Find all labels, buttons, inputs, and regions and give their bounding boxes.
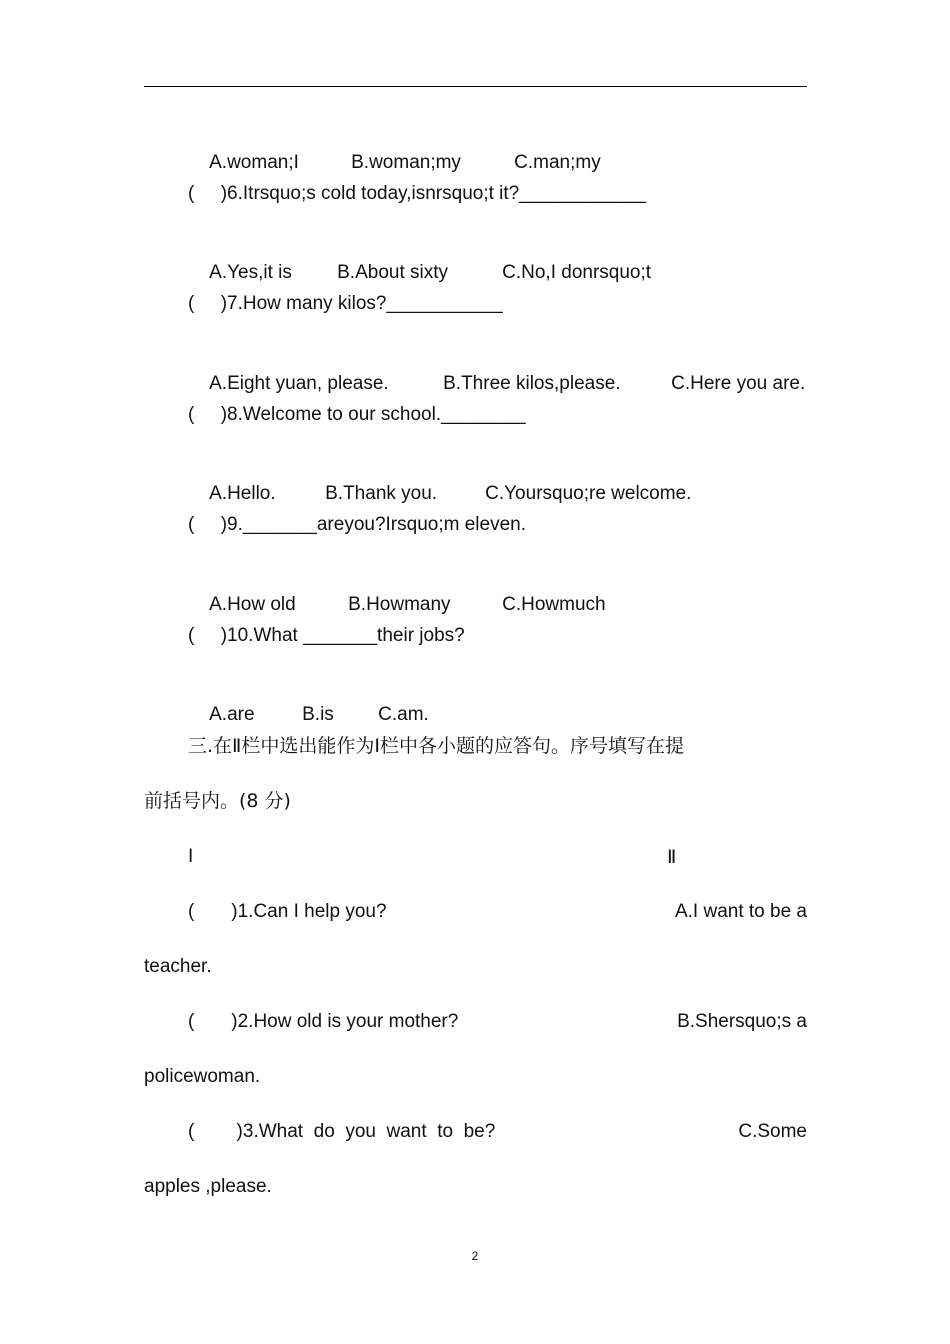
match-answer-2-end: policewoman. (144, 1066, 261, 1087)
q5-option-b: B.woman;my (351, 152, 461, 173)
q10-option-b: B.is (302, 704, 334, 725)
match-answer-3-start: C.Some (738, 1121, 807, 1142)
q5-option-c: C.man;my (514, 152, 601, 173)
q6-option-c: C.No,I donrsquo;t (502, 262, 652, 283)
q6-prompt: ( )6.Itrsquo;s cold today,isnrsquo;t it?____________ (188, 183, 647, 204)
page-number: 2 (471, 1249, 479, 1263)
match-answer-3-end: apples ,please. (144, 1176, 272, 1197)
q6-option-b: B.About sixty (337, 262, 449, 283)
section3-heading-line2: 前括号内。(8 分) (144, 790, 291, 812)
q9-prompt: ( )9._______areyou?Irsquo;m eleven. (188, 514, 526, 535)
q10-option-a: A.are (209, 704, 255, 725)
q7-option-a: A.Eight yuan, please. (209, 373, 389, 394)
match-answer-2-start: B.Shersquo;s a (677, 1011, 807, 1032)
q9-option-c: C.Howmuch (502, 594, 606, 615)
q10-prompt: ( )10.What _______their jobs? (188, 625, 465, 646)
match-answer-1-end: teacher. (144, 956, 212, 977)
match-question-1: ( )1.Can I help you? (188, 901, 387, 922)
section3-heading-line1: 三.在Ⅱ栏中选出能作为Ⅰ栏中各小题的应答句。序号填写在提 (188, 735, 684, 757)
q9-option-a: A.How old (209, 594, 296, 615)
q5-option-a: A.woman;I (209, 152, 299, 173)
q8-option-b: B.Thank you. (325, 483, 438, 504)
q6-option-a: A.Yes,it is (209, 262, 292, 283)
match-question-3: ( )3.What do you want to be? (188, 1121, 496, 1142)
q7-prompt: ( )7.How many kilos?___________ (188, 293, 503, 314)
q7-option-b: B.Three kilos,please. (443, 373, 621, 394)
column-header-1: I (188, 846, 194, 867)
column-header-2: Ⅱ (667, 846, 677, 868)
q10-option-c: C.am. (378, 704, 429, 725)
q7-option-c: C.Here you are. (671, 373, 806, 394)
q9-option-b: B.Howmany (348, 594, 451, 615)
q8-option-a: A.Hello. (209, 483, 276, 504)
q8-option-c: C.Yoursquo;re welcome. (485, 483, 692, 504)
q8-prompt: ( )8.Welcome to our school.________ (188, 404, 526, 425)
header-rule (144, 86, 807, 87)
match-question-2: ( )2.How old is your mother? (188, 1011, 459, 1032)
match-answer-1-start: A.I want to be a (674, 901, 807, 922)
